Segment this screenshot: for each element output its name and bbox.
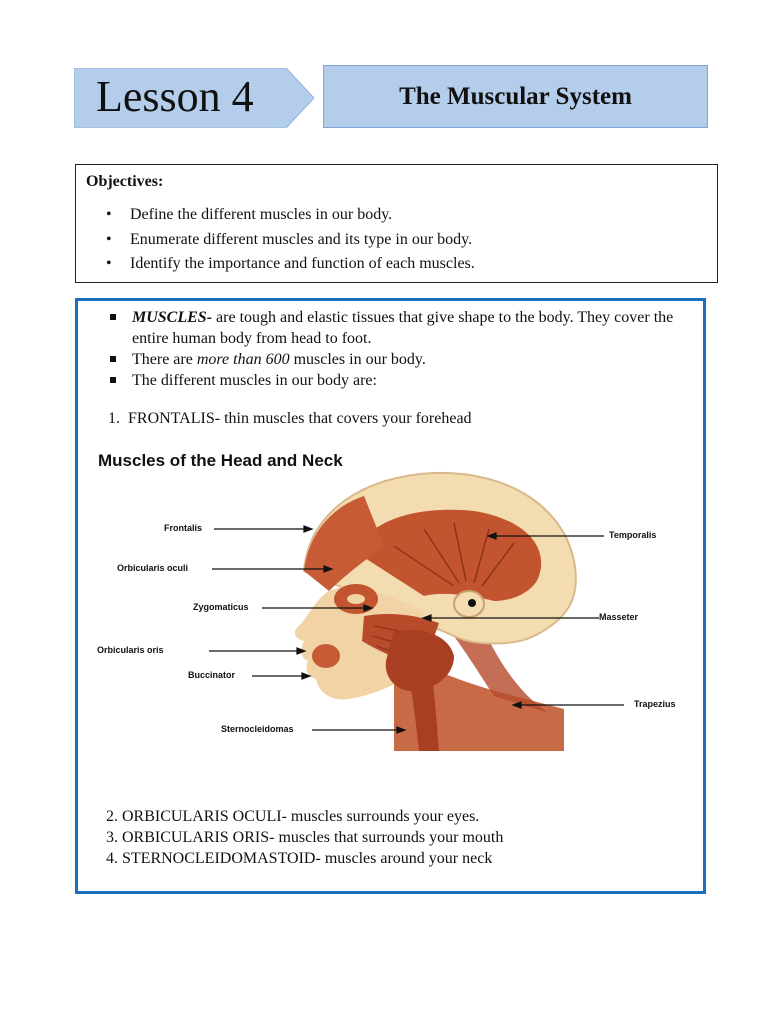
label-zygomaticus: Zygomaticus (193, 602, 249, 612)
label-trapezius: Trapezius (634, 699, 676, 709)
label-orbicularis-oculi: Orbicularis oculi (117, 563, 189, 573)
muscle-item-frontalis (108, 410, 472, 428)
content-box (75, 298, 706, 894)
intro-item-muscles (106, 307, 676, 349)
intro-item-count (106, 349, 676, 370)
muscle-list (106, 806, 503, 869)
lesson-label: Lesson 4 (96, 72, 254, 121)
label-masseter: Masseter (599, 612, 639, 622)
objective-item: • Enumerate different muscles and its type in our body. (104, 228, 475, 253)
intro-list (106, 307, 676, 391)
count-pre: There are (132, 351, 197, 368)
page-title: The Muscular System (399, 82, 632, 110)
frontalis-name: 1. FRONTALIS- (108, 410, 221, 427)
count-emphasis: more than 600 (196, 351, 290, 368)
frontalis-description: thin muscles that covers your forehead (220, 410, 472, 427)
diagram-title: Muscles of the Head and Neck (98, 451, 343, 470)
title-box (323, 65, 708, 128)
count-post: muscles in our body. (289, 351, 426, 368)
intro-item-list-lead: The different muscles in our body are: (106, 370, 676, 391)
label-buccinator: Buccinator (188, 670, 236, 680)
label-temporalis: Temporalis (609, 530, 657, 540)
muscles-term: MUSCLES- (132, 309, 213, 326)
label-orbicularis-oris: Orbicularis oris (97, 645, 164, 655)
label-sternocleidomas: Sternocleidomas (221, 724, 294, 734)
objectives-list (104, 203, 475, 277)
muscle-item: 2. ORBICULARIS OCULI- muscles surrounds your eyes. (106, 808, 480, 825)
label-frontalis: Frontalis (164, 523, 203, 533)
objectives-heading: Objectives: (86, 173, 164, 190)
head-illustration (94, 451, 694, 751)
muscles-definition: are tough and elastic tissues that give shape to the body. They cover the entire human body from head to foot. (132, 309, 674, 347)
muscle-item: 3. ORBICULARIS ORIS- muscles that surrounds your mouth (106, 829, 504, 846)
lesson-tag (74, 68, 314, 128)
objective-item: • Identify the importance and function of each muscles. (104, 252, 475, 277)
objective-item: • Define the different muscles in our body. (104, 203, 475, 228)
objectives-box (75, 164, 718, 283)
muscle-item: 4. STERNOCLEIDOMASTOID- muscles around your neck (106, 850, 493, 867)
head-neck-diagram (94, 451, 694, 751)
